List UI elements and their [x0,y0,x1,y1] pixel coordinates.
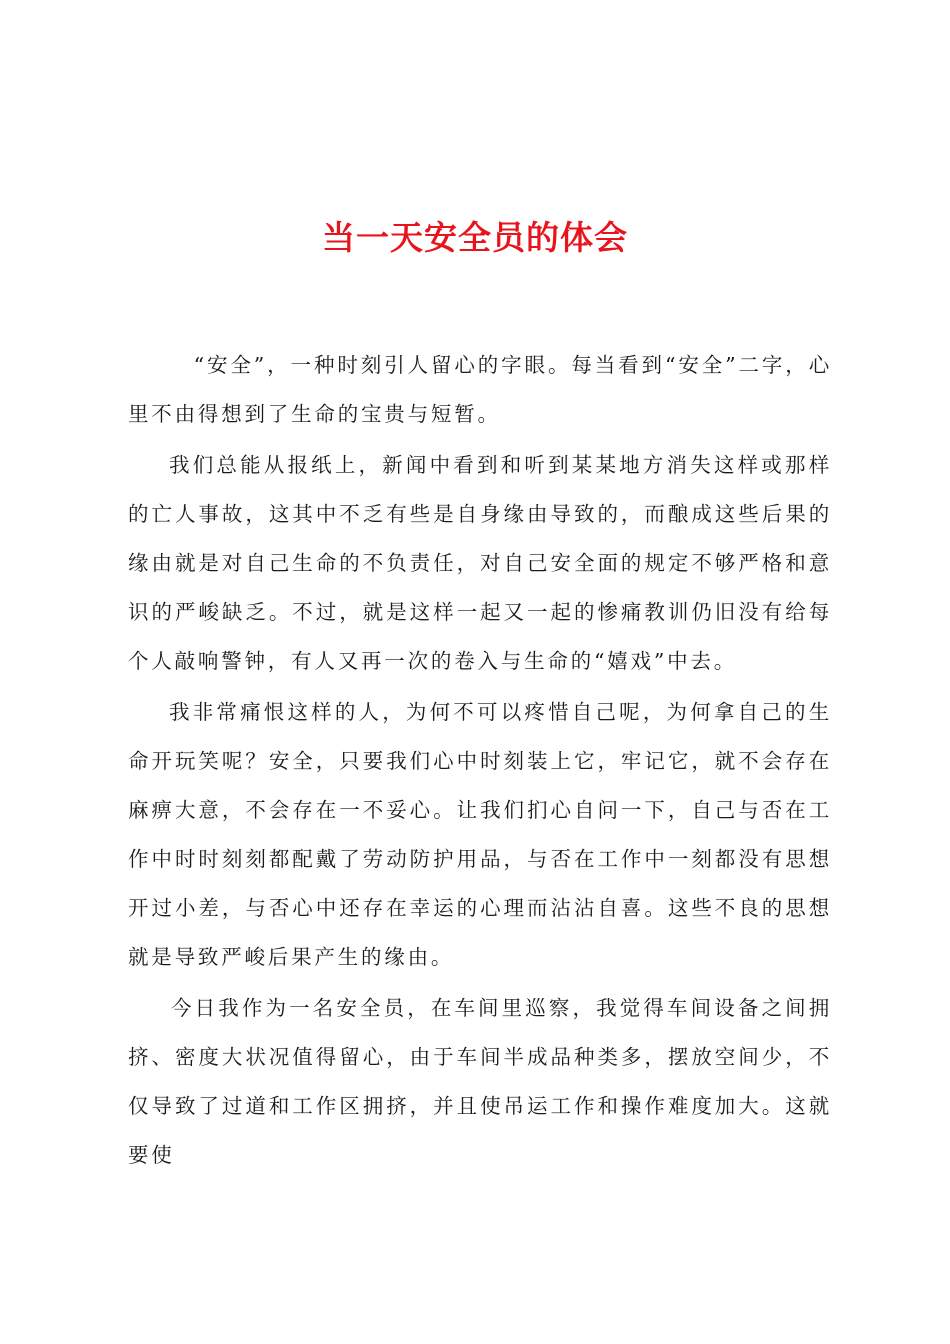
paragraph-4: 今日我作为一名安全员，在车间里巡察，我觉得车间设备之间拥挤、密度大状况值得留心，由于车间半成品种类多，摆放空间少，不仅导致了过道和工作区拥挤，并且使吊运工作和操作难度加大。这就要使 [128,996,832,1167]
document-title: 当一天安全员的体会 [322,218,628,257]
document-body [128,341,832,1182]
paragraph-2: 我们总能从报纸上，新闻中看到和听到某某地方消失这样或那样的亡人事故，这其中不乏有些是自身缘由导致的，而酿成这些后果的缘由就是对自己生命的不负责任，对自己安全面的规定不够严格和意识的严峻缺乏。不过，就是这样一起又一起的惨痛教训仍旧没有给每个人敲响警钟，有人又再一次的卷入与生命的“嬉戏”中去。 [128,453,832,673]
paragraph-3: 我非常痛恨这样的人，为何不可以疼惜自己呢，为何拿自己的生命开玩笑呢？安全，只要我们心中时刻装上它，牢记它，就不会存在麻痹大意，不会存在一不妥心。让我们扪心自问一下，自己与否在工作中时时刻刻都配戴了劳动防护用品，与否在工作中一刻都没有思想开过小差，与否心中还存在幸运的心理而沾沾自喜。这些不良的思想就是导致严峻后果产生的缘由。 [128,700,832,969]
paragraph-1: “安全”，一种时刻引人留心的字眼。每当看到“安全”二字，心里不由得想到了生命的宝贵与短暂。 [128,353,832,426]
